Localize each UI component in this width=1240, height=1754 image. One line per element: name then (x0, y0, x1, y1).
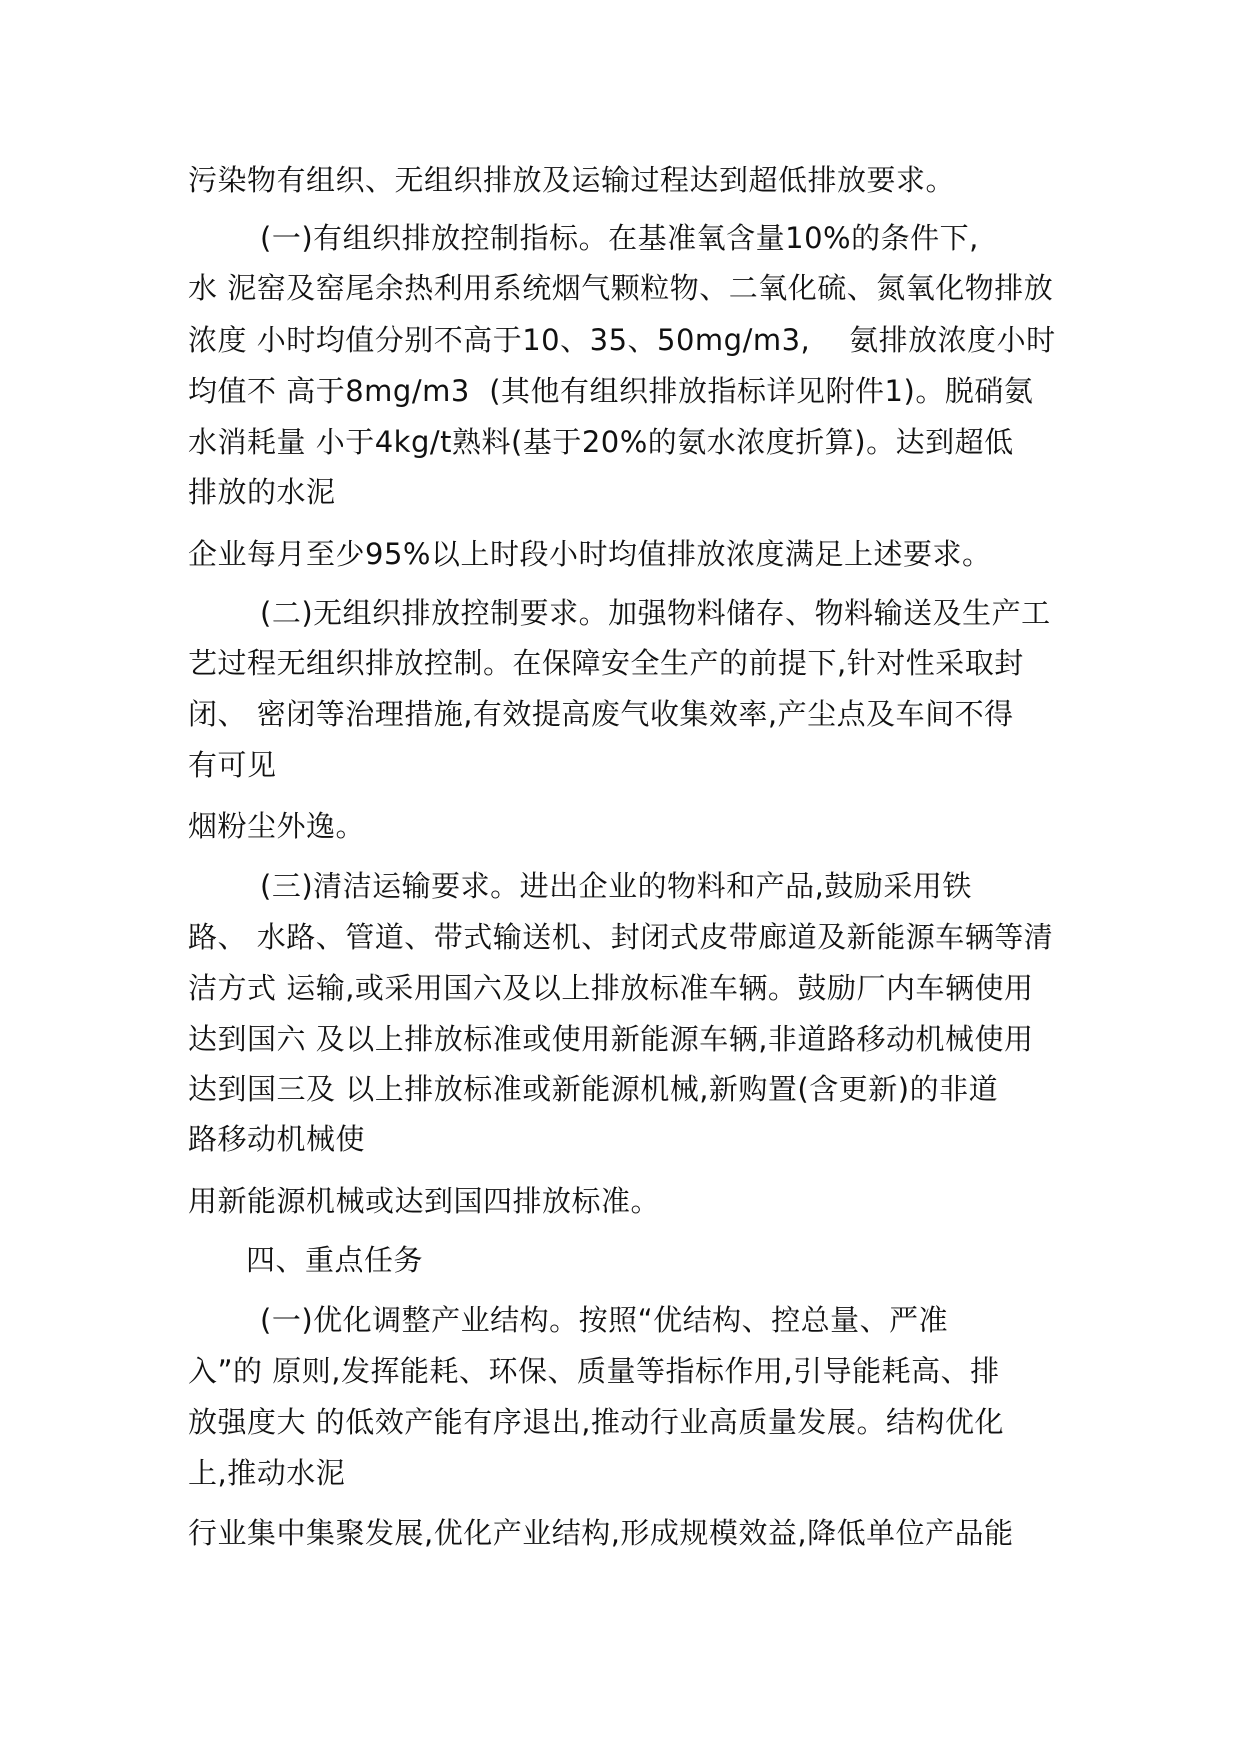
text-line: 均值不 高于8mg/m3 (其他有组织排放指标详见附件1)。脱硝氨 (188, 374, 1034, 408)
text-line: 烟粉尘外逸。 (188, 809, 366, 843)
text-line: 浓度 小时均值分别不高于10、35、50mg/m3, 氨排放浓度小时 (188, 323, 1056, 357)
text-line: 污染物有组织、无组织排放及运输过程达到超低排放要求。 (188, 163, 956, 197)
text-line: 闭、 密闭等治理措施,有效提高废气收集效率,产尘点及车间不得 (188, 697, 1014, 731)
text-line: (一)有组织排放控制指标。在基准氧含量10%的条件下, (260, 221, 979, 255)
text-line: 艺过程无组织排放控制。在保障安全生产的前提下,针对性采取封 (188, 646, 1024, 680)
text-line: 放强度大 的低效产能有序退出,推动行业高质量发展。结构优化 (188, 1405, 1004, 1439)
text-line: 路、 水路、管道、带式输送机、封闭式皮带廊道及新能源车辆等清 (188, 920, 1054, 954)
text-line: 达到国三及 以上排放标准或新能源机械,新购置(含更新)的非道 (188, 1072, 999, 1106)
text-line: 用新能源机械或达到国四排放标准。 (188, 1184, 661, 1218)
text-line: 洁方式 运输,或采用国六及以上排放标准车辆。鼓励厂内车辆使用 (188, 971, 1034, 1005)
text-line: 水消耗量 小于4kg/t熟料(基于20%的氨水浓度折算)。达到超低 (188, 425, 1014, 459)
text-line: 行业集中集聚发展,优化产业结构,形成规模效益,降低单位产品能 (188, 1516, 1014, 1550)
text-line: 入”的 原则,发挥能耗、环保、质量等指标作用,引导能耗高、排 (188, 1354, 1000, 1388)
section-heading: 四、重点任务 (246, 1243, 424, 1277)
text-line: 路移动机械使 (188, 1122, 366, 1156)
text-line: (一)优化调整产业结构。按照“优结构、控总量、严准 (260, 1303, 949, 1337)
text-line: 达到国六 及以上排放标准或使用新能源车辆,非道路移动机械使用 (188, 1022, 1034, 1056)
text-line: 企业每月至少95%以上时段小时均值排放浓度满足上述要求。 (188, 537, 992, 571)
text-line: (二)无组织排放控制要求。加强物料储存、物料输送及生产工 (260, 596, 1051, 630)
text-line: 水 泥窑及窑尾余热利用系统烟气颗粒物、二氧化硫、氮氧化物排放 (188, 271, 1054, 305)
text-line: 有可见 (188, 748, 277, 782)
text-line: 上,推动水泥 (188, 1456, 346, 1490)
text-line: 排放的水泥 (188, 475, 336, 509)
text-line: (三)清洁运输要求。进出企业的物料和产品,鼓励采用铁 (260, 869, 972, 903)
